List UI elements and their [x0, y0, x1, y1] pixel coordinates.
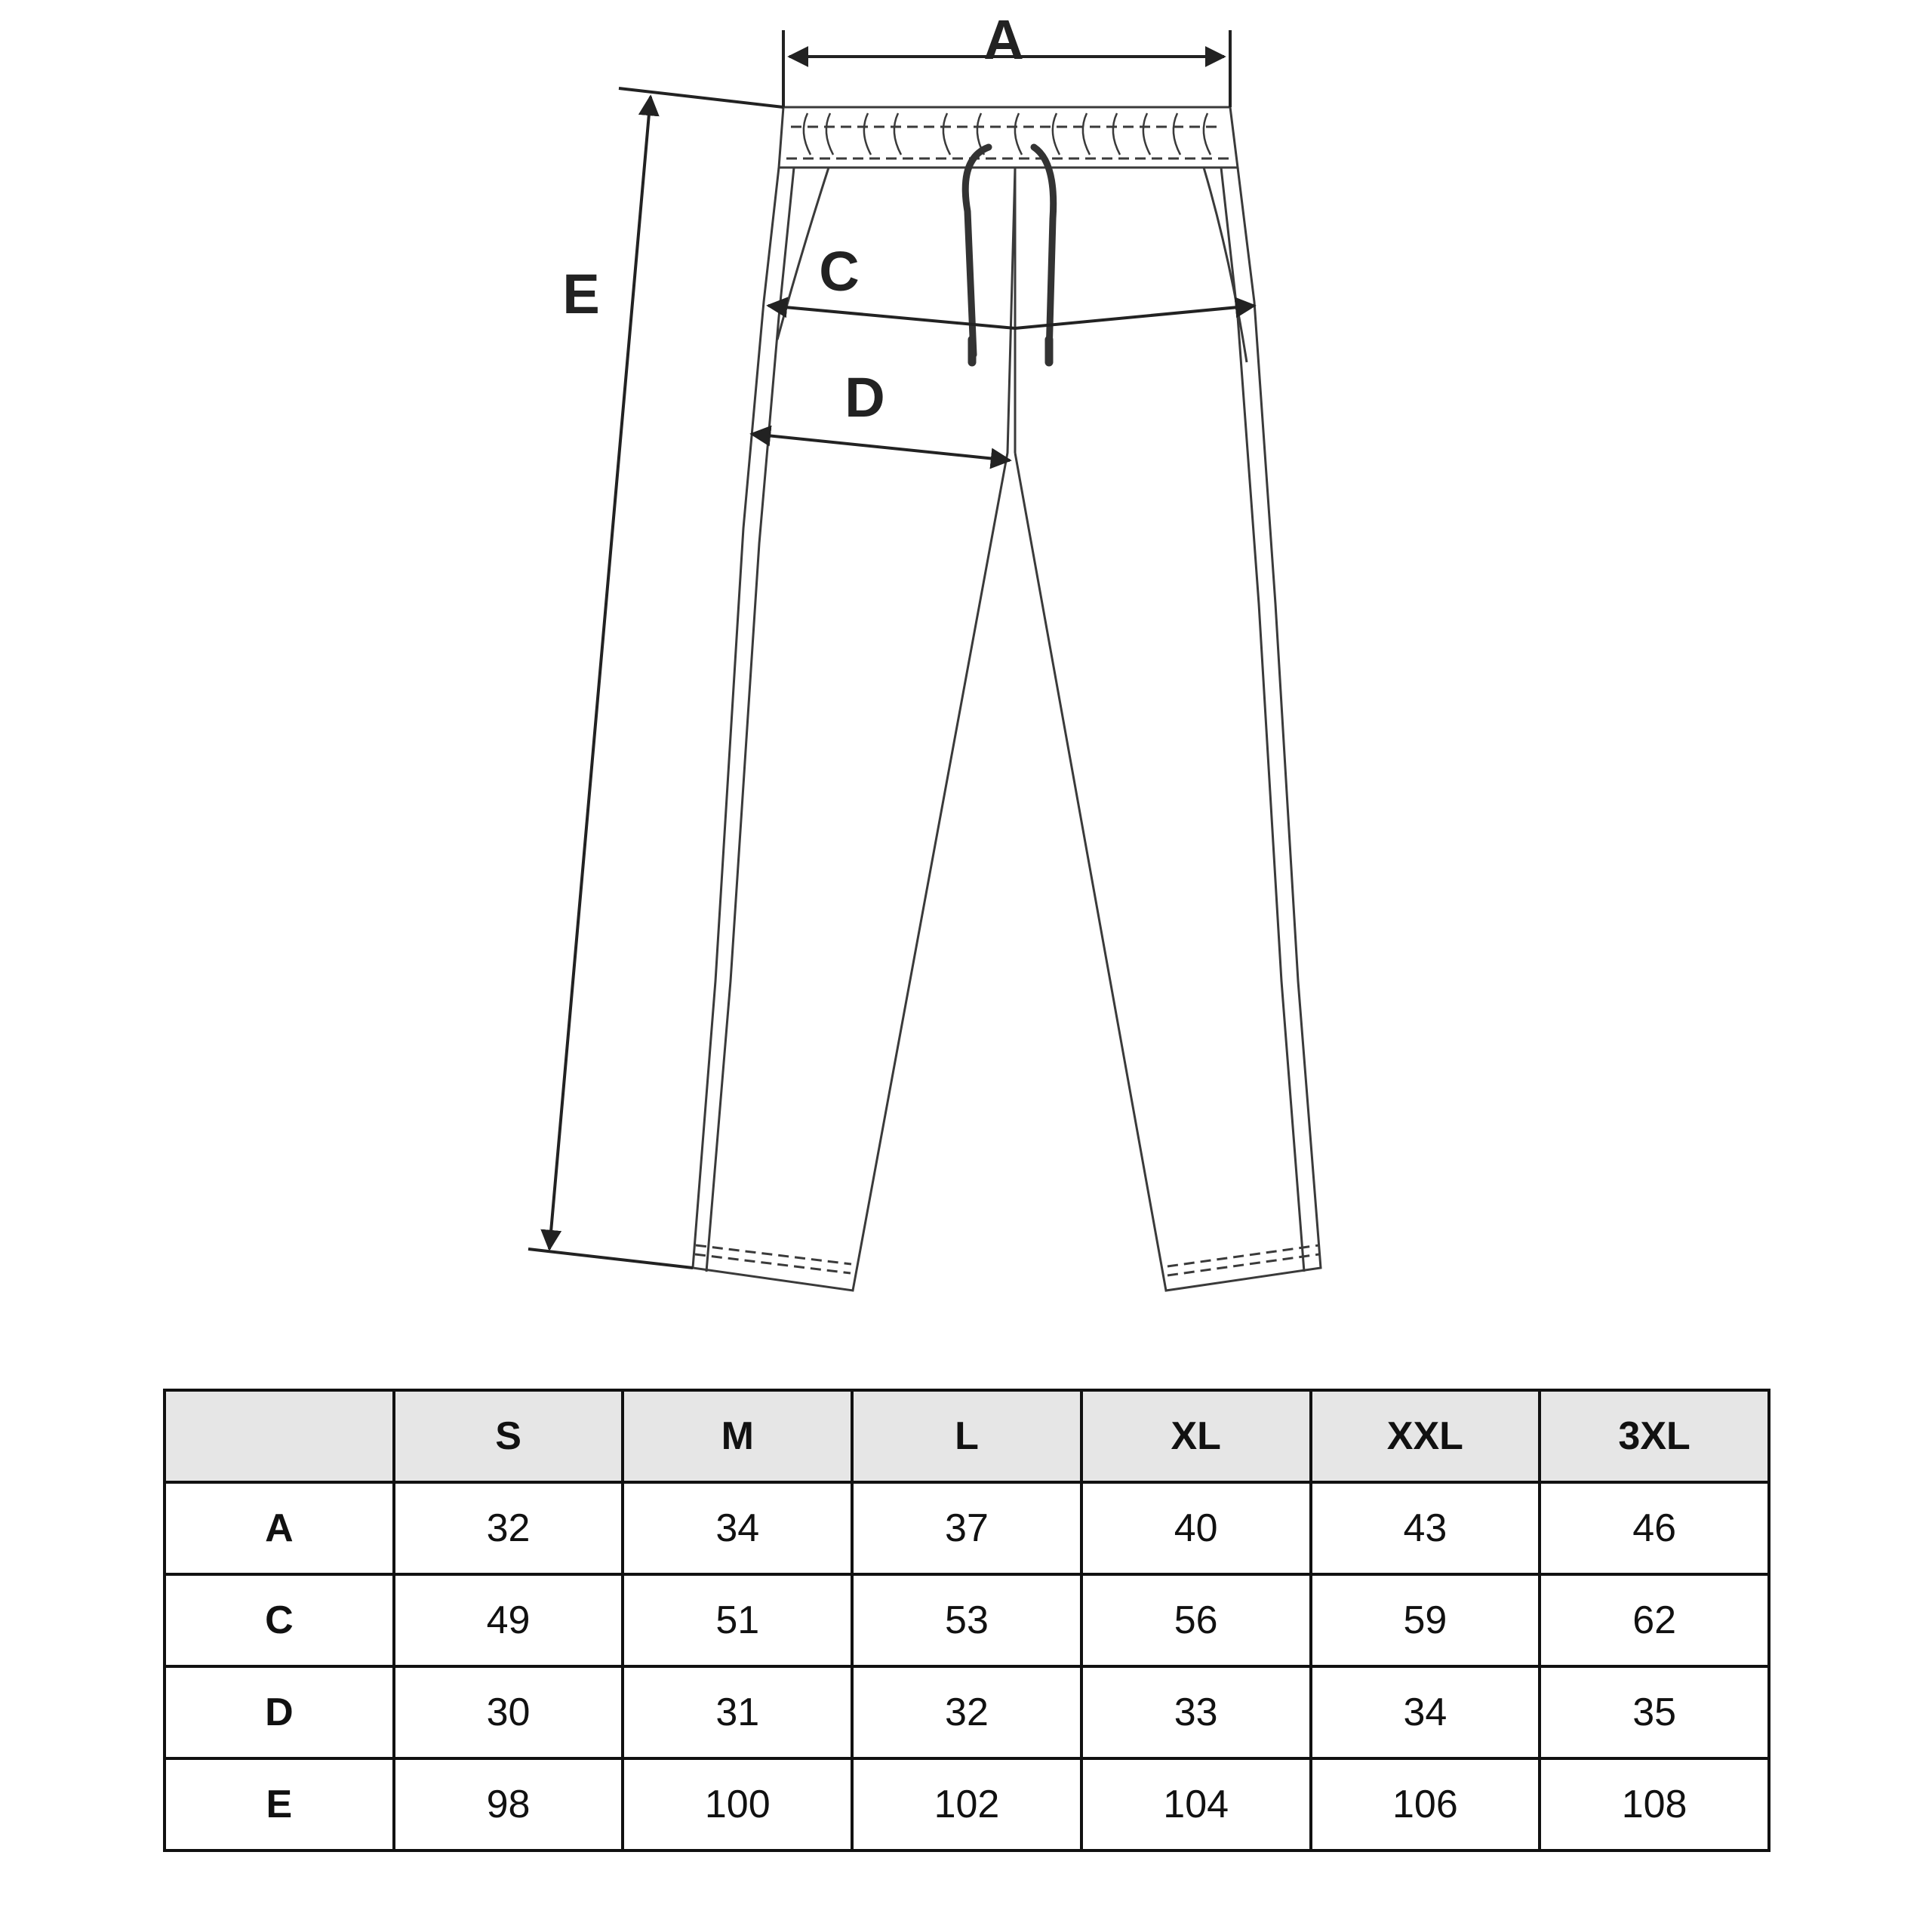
size-header: S: [394, 1390, 623, 1482]
measurement-cell: 59: [1311, 1574, 1540, 1666]
measurement-cell: 30: [394, 1666, 623, 1758]
measurement-cell: 49: [394, 1574, 623, 1666]
table-row: [165, 1482, 1769, 1574]
left-hem-stitch: [695, 1245, 851, 1273]
measurement-cell: 108: [1540, 1758, 1769, 1850]
dimension-d: [752, 434, 1010, 460]
size-header: M: [623, 1390, 852, 1482]
size-header: XL: [1081, 1390, 1311, 1482]
measurement-cell: 98: [394, 1758, 623, 1850]
row-label: E: [165, 1758, 394, 1850]
waistband-stitch: [786, 127, 1230, 158]
dimension-c-label: C: [819, 240, 860, 303]
size-header-row: [165, 1390, 1769, 1482]
left-side-stripe: [706, 168, 794, 1272]
waistband-gathers: [804, 113, 1211, 155]
measurement-cell: 34: [1311, 1666, 1540, 1758]
size-header: 3XL: [1540, 1390, 1769, 1482]
pants-outline: [693, 107, 1321, 1291]
measurement-cell: 43: [1311, 1482, 1540, 1574]
measurement-cell: 31: [623, 1666, 852, 1758]
measurement-cell: 56: [1081, 1574, 1311, 1666]
size-chart-table: [163, 1389, 1770, 1852]
table-row: [165, 1574, 1769, 1666]
row-label: C: [165, 1574, 394, 1666]
dimension-d-label: D: [844, 366, 885, 429]
measurement-cell: 32: [394, 1482, 623, 1574]
dimension-e-label: E: [562, 263, 600, 325]
drawstring: [965, 147, 1053, 362]
measurement-cell: 34: [623, 1482, 852, 1574]
measurement-cell: 35: [1540, 1666, 1769, 1758]
measurement-cell: 33: [1081, 1666, 1311, 1758]
measurement-cell: 102: [852, 1758, 1081, 1850]
right-side-stripe: [1221, 168, 1304, 1272]
measurement-cell: 40: [1081, 1482, 1311, 1574]
measurement-cell: 100: [623, 1758, 852, 1850]
table-row: [165, 1758, 1769, 1850]
row-label: D: [165, 1666, 394, 1758]
measurement-cell: 62: [1540, 1574, 1769, 1666]
measurement-cell: 46: [1540, 1482, 1769, 1574]
table-row: [165, 1666, 1769, 1758]
measurement-cell: 106: [1311, 1758, 1540, 1850]
row-label: A: [165, 1482, 394, 1574]
size-header: L: [852, 1390, 1081, 1482]
dimension-a-label: A: [983, 8, 1024, 71]
measurement-cell: 104: [1081, 1758, 1311, 1850]
left-leg-outline: [693, 168, 1015, 1291]
right-leg-outline: [1015, 168, 1321, 1291]
measurement-cell: 51: [623, 1574, 852, 1666]
measurement-cell: 53: [852, 1574, 1081, 1666]
measurement-cell: 32: [852, 1666, 1081, 1758]
size-header: XXL: [1311, 1390, 1540, 1482]
corner-cell: [165, 1390, 394, 1482]
measurement-cell: 37: [852, 1482, 1081, 1574]
